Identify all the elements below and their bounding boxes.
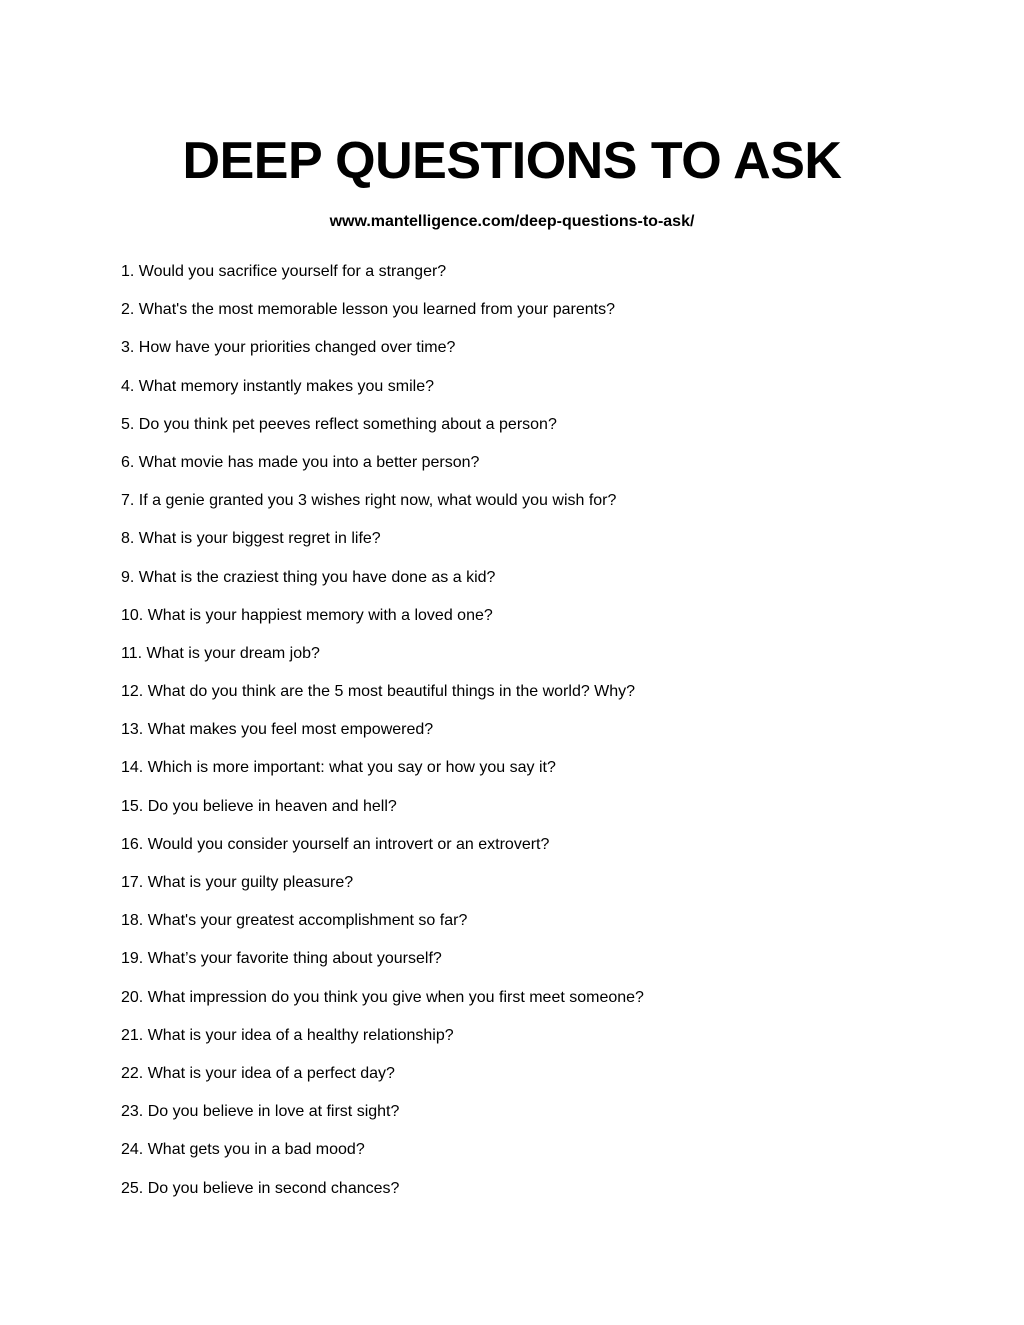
question-text: Do you believe in love at first sight? <box>147 1103 400 1121</box>
question-item <box>121 756 921 794</box>
question-number: 11. <box>121 644 143 662</box>
question-item <box>121 604 921 642</box>
question-number: 23. <box>121 1103 144 1121</box>
question-item <box>121 909 921 947</box>
question-text: Do you believe in second chances? <box>147 1179 400 1197</box>
question-number: 1. <box>121 263 135 280</box>
question-text: What movie has made you into a better person? <box>138 453 480 471</box>
question-item <box>121 947 921 985</box>
question-number: 25. <box>121 1179 144 1197</box>
question-text: Do you think pet peeves reflect something about a person? <box>138 415 557 433</box>
question-number: 7. <box>121 492 135 510</box>
question-text: Would you consider yourself an introvert or an extrovert? <box>147 835 550 853</box>
question-number: 8. <box>121 530 135 548</box>
question-text: What is your idea of a healthy relationship? <box>147 1026 454 1044</box>
question-number: 18. <box>121 912 144 930</box>
question-text: What is the craziest thing you have done as a kid? <box>138 568 496 586</box>
question-text: What is your guilty pleasure? <box>147 874 354 891</box>
question-item <box>121 833 921 871</box>
question-text: Which is more important: what you say or how you say it? <box>147 759 556 777</box>
question-number: 15. <box>121 797 144 815</box>
question-text: What is your happiest memory with a loved one? <box>147 606 493 624</box>
question-text: What's the most memorable lesson you learned from your parents? <box>138 301 615 319</box>
document-title: DEEP QUESTIONS TO ASK <box>182 132 842 190</box>
question-item <box>121 718 921 756</box>
question-number: 5. <box>121 415 135 433</box>
question-text: What is your dream job? <box>146 644 320 662</box>
question-text: What makes you feel most empowered? <box>147 721 434 739</box>
question-text: If a genie granted you 3 wishes right now, what would you wish for? <box>138 492 617 510</box>
question-item <box>121 260 921 298</box>
question-number: 2. <box>121 301 135 319</box>
question-text: What's your greatest accomplishment so far? <box>147 912 468 930</box>
question-number: 20. <box>121 988 144 1006</box>
question-number: 19. <box>121 950 144 968</box>
question-item <box>121 451 921 489</box>
question-item <box>121 1138 921 1176</box>
question-number: 14. <box>121 759 144 777</box>
question-text: What impression do you think you give when you first meet someone? <box>147 988 644 1006</box>
question-item <box>121 1024 921 1062</box>
question-text: What is your idea of a perfect day? <box>147 1064 395 1082</box>
question-item <box>121 680 921 718</box>
question-item <box>121 1100 921 1138</box>
question-list <box>121 260 921 1215</box>
question-item <box>121 1177 921 1215</box>
question-text: Do you believe in heaven and hell? <box>147 797 397 815</box>
question-number: 13. <box>121 721 144 739</box>
question-item <box>121 375 921 413</box>
question-number: 9. <box>121 568 135 586</box>
question-item <box>121 298 921 336</box>
source-url: www.mantelligence.com/deep-questions-to-ask/ <box>329 213 695 230</box>
question-item <box>121 871 921 909</box>
question-text: What memory instantly makes you smile? <box>138 377 434 395</box>
question-text: How have your priorities changed over time? <box>138 339 456 357</box>
question-number: 10. <box>121 606 144 624</box>
question-text: Would you sacrifice yourself for a stranger? <box>138 263 447 280</box>
question-number: 22. <box>121 1064 144 1082</box>
question-number: 24. <box>121 1141 144 1159</box>
question-text: What gets you in a bad mood? <box>147 1141 365 1159</box>
question-item <box>121 527 921 565</box>
question-item <box>121 413 921 451</box>
question-item <box>121 795 921 833</box>
question-number: 12. <box>121 683 144 701</box>
question-item <box>121 1062 921 1100</box>
question-text: What’s your favorite thing about yourself? <box>147 950 442 968</box>
question-item <box>121 986 921 1024</box>
question-number: 4. <box>121 377 135 395</box>
question-number: 17. <box>121 874 144 891</box>
question-item <box>121 566 921 604</box>
question-text: What do you think are the 5 most beautiful things in the world? Why? <box>147 683 636 701</box>
question-number: 16. <box>121 835 144 853</box>
question-item <box>121 336 921 374</box>
question-number: 6. <box>121 453 135 471</box>
question-number: 21. <box>121 1026 144 1044</box>
question-text: What is your biggest regret in life? <box>138 530 381 548</box>
question-item <box>121 642 921 680</box>
question-number: 3. <box>121 339 135 357</box>
question-item <box>121 489 921 527</box>
